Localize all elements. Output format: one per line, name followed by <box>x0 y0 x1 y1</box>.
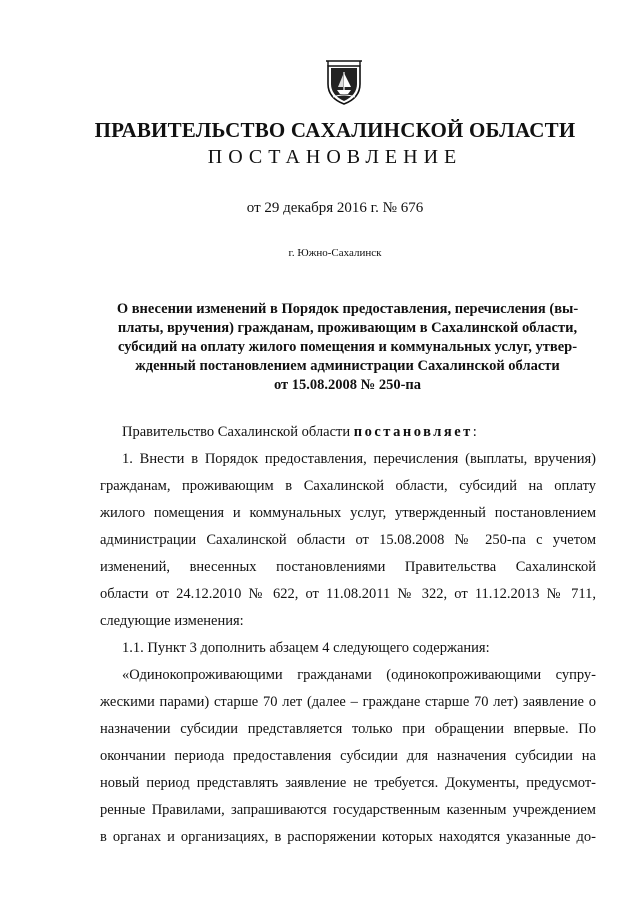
body-line: в органах и организациях, в распоряжении которых находятся указанные до- <box>100 829 596 845</box>
preamble-colon: : <box>472 424 477 440</box>
body-line: окончании периода предоставления субсидии для назначения субсидии на <box>100 748 596 764</box>
document-city: г. Южно-Сахалинск <box>288 247 382 259</box>
subject-line: от 15.08.2008 № 250-па <box>273 377 422 393</box>
government-title: ПРАВИТЕЛЬСТВО САХАЛИНСКОЙ ОБЛАСТИ <box>94 118 576 142</box>
body-line: 1.1. Пункт 3 дополнить абзацем 4 следующего содержания: <box>122 640 490 656</box>
subject-line: жденный постановлением администрации Сахалинской области <box>135 358 560 374</box>
body-line: 1. Внести в Порядок предоставления, перечисления (выплаты, вручения) <box>122 451 596 467</box>
document-subject <box>100 300 595 395</box>
preamble-decree-word: постановляет <box>353 424 473 440</box>
body-line: новый период представлять заявление не требуется. Документы, предусмот- <box>100 775 596 791</box>
body-line: следующие изменения: <box>100 613 244 629</box>
subject-line: субсидий на оплату жилого помещения и коммунальных услуг, утвер- <box>117 339 578 355</box>
body-line: жилого помещения и коммунальных услуг, утвержденный постановлением <box>100 505 596 521</box>
coat-of-arms-icon <box>325 60 363 106</box>
document-type: ПОСТАНОВЛЕНИЕ <box>207 146 463 168</box>
body-line: гражданам, проживающим в Сахалинской области, субсидий на оплату <box>100 478 596 494</box>
subject-line: платы, вручения) гражданам, проживающим в Сахалинской области, <box>117 320 578 336</box>
preamble-text: Правительство Сахалинской области <box>122 424 354 440</box>
body-line: изменений, внесенных постановлениями Правительства Сахалинской <box>100 559 596 575</box>
body-line: назначении субсидии представляется только при обращении впервые. По <box>100 721 596 737</box>
subject-line: О внесении изменений в Порядок предоставления, перечисления (вы- <box>116 301 579 317</box>
body-line: «Одинокопроживающими гражданами (одинокопроживающими супру- <box>122 667 596 683</box>
preamble <box>122 424 596 441</box>
document-date-number: от 29 декабря 2016 г. № 676 <box>246 200 424 216</box>
body-line: ренные Правилами, запрашиваются государственным казенным учреждением <box>100 802 596 818</box>
body-line: жескими парами) старше 70 лет (далее – граждане старше 70 лет) заявление о <box>100 694 596 710</box>
body-line: области от 24.12.2010 № 622, от 11.08.2011 № 322, от 11.12.2013 № 711, <box>100 586 596 602</box>
body-line: администрации Сахалинской области от 15.08.2008 № 250-па с учетом <box>100 532 596 548</box>
